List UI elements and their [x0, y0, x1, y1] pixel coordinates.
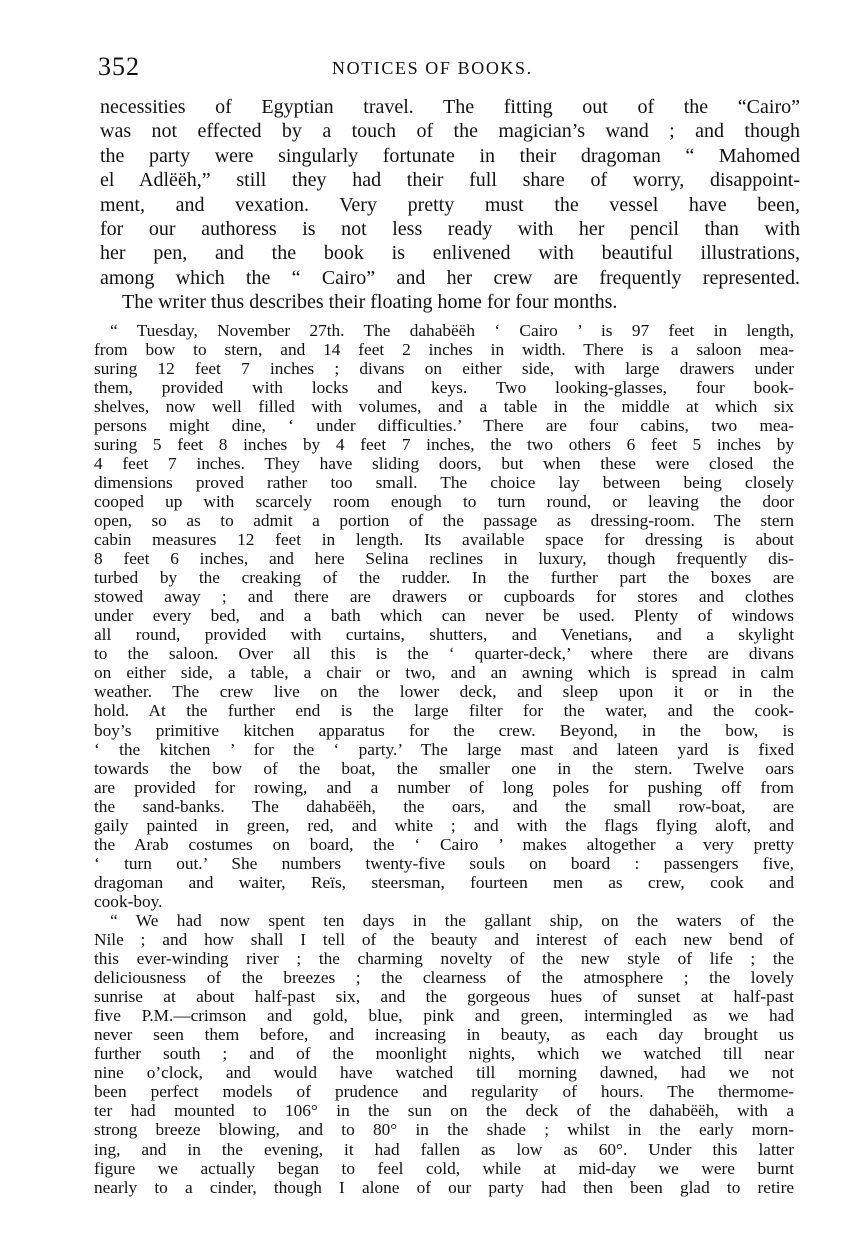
quote-line: stowed away ; and there are drawers or cupboards for stores and clothes	[94, 587, 794, 607]
text-line: el Adlëëh,” still they had their full share of worry, disappoint-	[100, 169, 800, 192]
quote-line: persons might dine, ‘ under difficulties.’ There are four cabins, two mea-	[94, 415, 794, 435]
quote-line: open, so as to admit a portion of the passage as dressing-room. The stern	[94, 510, 794, 530]
quote-line: this ever-winding river ; the charming novelty of the new style of life ; the	[94, 949, 794, 969]
quote-line: on either side, a table, a chair or two, and an awning which is spread in calm	[94, 663, 794, 683]
quote-line: cook-boy.	[94, 891, 163, 911]
quote-line: Nile ; and how shall I tell of the beauty and interest of each new bend of	[94, 930, 794, 950]
quote-line: cooped up with scarcely room enough to turn round, or leaving the door	[94, 491, 794, 511]
quote-line: 8 feet 6 inches, and here Selina reclines in luxury, though frequently dis-	[94, 549, 794, 569]
quote-line: shelves, now well filled with volumes, and a table in the middle at which six	[94, 396, 794, 416]
text-line: the party were singularly fortunate in their dragoman “ Mahomed	[100, 144, 800, 167]
quote-line: all round, provided with curtains, shutters, and Venetians, and a skylight	[94, 625, 794, 645]
quote-line: sunrise at about half-past six, and the gorgeous hues of sunset at half-past	[94, 987, 794, 1007]
quote-line: deliciousness of the breezes ; the clearness of the atmosphere ; the lovely	[94, 968, 794, 988]
quote-line: strong breeze blowing, and to 80° in the shade ; whilst in the early morn-	[94, 1120, 794, 1140]
page-header	[98, 52, 800, 84]
text-line: ment, and vexation. Very pretty must the vessel have been,	[100, 193, 800, 216]
quote-line: been perfect models of prudence and regularity of hours. The thermome-	[94, 1082, 794, 1102]
quote-line: them, provided with locks and keys. Two looking-glasses, four book-	[94, 377, 794, 397]
quote-line: cabin measures 12 feet in length. Its available space for dressing is about	[94, 530, 794, 550]
quote-line: ‘ turn out.’ She numbers twenty-five souls on board : passengers five,	[94, 853, 794, 873]
quote-line: from bow to stern, and 14 feet 2 inches in width. There is a saloon mea-	[94, 339, 794, 359]
quote-line: five P.M.—crimson and gold, blue, pink and green, intermingled as we had	[94, 1006, 794, 1026]
quote-line: 4 feet 7 inches. They have sliding doors, but when these were closed the	[94, 453, 794, 473]
text-line: for our authoress is not less ready with her pencil than with	[100, 217, 800, 240]
quote-line: turbed by the creaking of the rudder. In the further part the boxes are	[94, 568, 794, 588]
quote-line: weather. The crew live on the lower deck, and sleep upon it or in the	[94, 682, 794, 702]
quote-line: never seen them before, and increasing in beauty, as each day brought us	[94, 1025, 794, 1045]
quote-line: the Arab costumes on board, the ‘ Cairo ’ makes altogether a very pretty	[94, 834, 794, 854]
running-head: NOTICES OF BOOKS.	[332, 58, 533, 78]
quote-line: ‘ the kitchen ’ for the ‘ party.’ The large mast and lateen yard is fixed	[94, 739, 794, 759]
quote-line: are provided for rowing, and a number of long poles for pushing off from	[94, 777, 794, 797]
quote-line: nearly to a cinder, though I alone of our party had then been glad to retire	[94, 1177, 794, 1197]
quote-line: “ We had now spent ten days in the gallant ship, on the waters of the	[110, 910, 794, 930]
quote-line: dragoman and waiter, Reïs, steersman, fourteen men as crew, cook and	[94, 872, 794, 892]
quote-line: towards the bow of the boat, the smaller one in the stern. Twelve oars	[94, 758, 794, 778]
body-text	[94, 95, 800, 1197]
quoted-passage	[94, 320, 800, 1197]
quote-line: under every bed, and a bath which can never be used. Plenty of windows	[94, 606, 794, 626]
text-line: her pen, and the book is enlivened with beautiful illustrations,	[100, 242, 800, 265]
quote-line: further south ; and of the moonlight nights, which we watched till near	[94, 1044, 794, 1064]
page-number: 352	[98, 52, 140, 81]
quote-line: suring 5 feet 8 inches by 4 feet 7 inches, the two others 6 feet 5 inches by	[94, 434, 794, 454]
quote-line: dimensions proved rather too small. The choice lay between being closely	[94, 472, 794, 492]
text-line: was not effected by a touch of the magician’s wand ; and though	[100, 120, 800, 143]
quote-line: the sand-banks. The dahabëëh, the oars, and the small row-boat, are	[94, 796, 794, 816]
text-line: The writer thus describes their floating home for four months.	[122, 291, 618, 314]
text-line: among which the “ Cairo” and her crew are frequently represented.	[100, 266, 800, 289]
quote-line: “ Tuesday, November 27th. The dahabëëh ‘ Cairo ’ is 97 feet in length,	[110, 320, 794, 340]
quote-line: ter had mounted to 106° in the sun on the deck of the dahabëëh, with a	[94, 1101, 794, 1121]
quote-line: figure we actually began to feel cold, while at mid-day we were burnt	[94, 1158, 794, 1178]
text-line: necessities of Egyptian travel. The fitting out of the “Cairo”	[100, 96, 800, 118]
quote-line: suring 12 feet 7 inches ; divans on either side, with large drawers under	[94, 358, 794, 378]
quote-line: nine o’clock, and would have watched till morning dawned, had we not	[94, 1063, 794, 1083]
quote-line: to the saloon. Over all this is the ‘ quarter-deck,’ where there are divans	[94, 644, 794, 664]
main-paragraph	[100, 95, 800, 315]
quote-line: ing, and in the evening, it had fallen as low as 60°. Under this latter	[94, 1139, 794, 1159]
quote-line: boy’s primitive kitchen apparatus for the crew. Beyond, in the bow, is	[94, 720, 794, 740]
quote-line: hold. At the further end is the large filter for the water, and the cook-	[94, 701, 794, 721]
quote-line: gaily painted in green, red, and white ; and with the flags flying aloft, and	[94, 815, 794, 835]
